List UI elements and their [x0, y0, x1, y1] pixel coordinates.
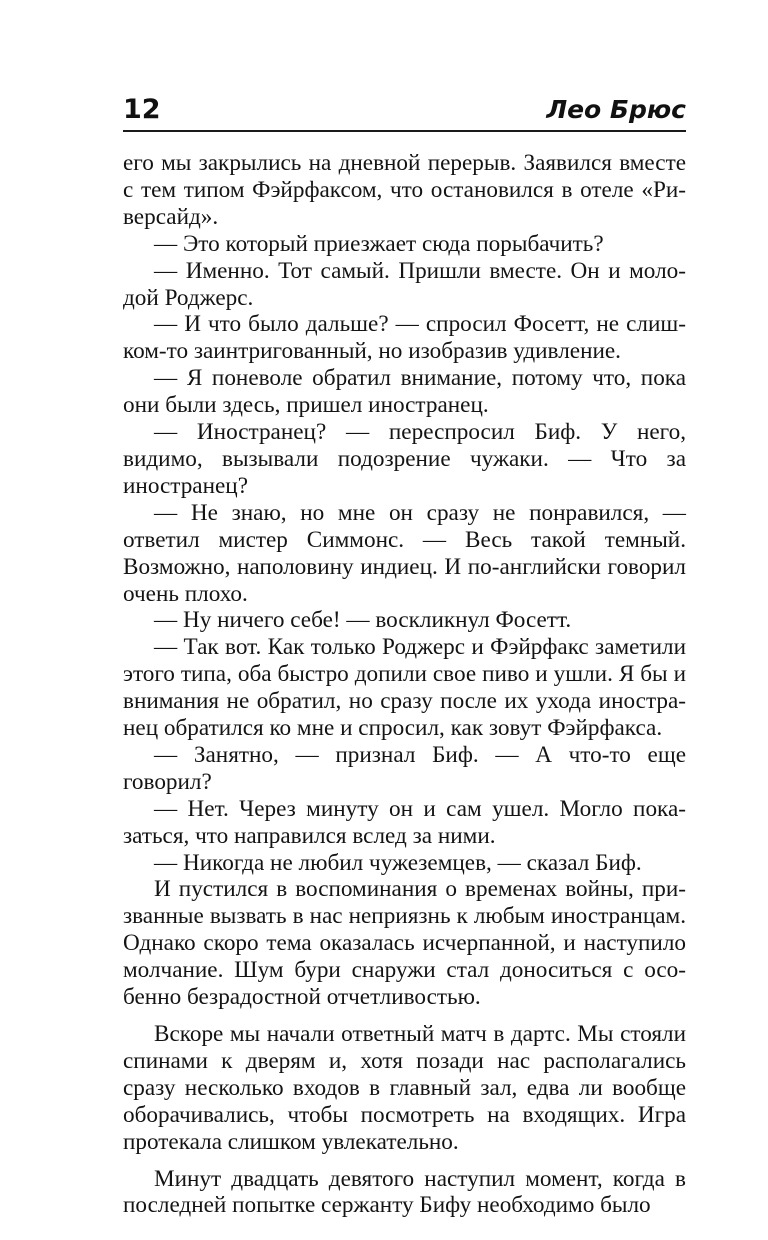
- page-header: [123, 92, 686, 128]
- paragraph: — Так вот. Как только Роджерс и Фэйрфакс заметили этого типа, оба быстро допили свое пиво и ушли. Я бы и внимания не обратил, но сразу после их ухода иностранец обратился ко мне и спросил, как зовут Фэйрфакса.: [123, 634, 686, 742]
- paragraph: — Никогда не любил чужеземцев, — сказал Биф.: [154, 849, 642, 876]
- paragraph: — Я поневоле обратил внимание, потому что, пока они были здесь, пришел иностранец.: [123, 365, 686, 419]
- running-head-author: Лео Брюс: [546, 95, 686, 124]
- paragraph: — Именно. Тот самый. Пришли вместе. Он и молодой Роджерс.: [123, 257, 686, 311]
- paragraph: И пустился в воспоминания о временах войны, призванные вызвать в нас неприязнь к любым иностранцам. Однако скоро тема оказалась исчерпанной, и наступило молчание. Шум бури снаружи стал доноситься с особенно безрадостной отчетливостью.: [123, 876, 686, 1011]
- paragraph: — Нет. Через минуту он и сам ушел. Могло показаться, что направился вслед за ними.: [123, 795, 686, 849]
- paragraph: — Иностранец? — переспросил Биф. У него, видимо, вызывали подозрение чужаки. — Что за иностранец?: [123, 419, 686, 499]
- page-number: 12: [123, 94, 161, 125]
- header-divider: [123, 130, 686, 132]
- paragraph: его мы закрылись на дневной перерыв. Заявился вместе с тем типом Фэйрфаксом, что остановился в отеле «Риверсайд».: [123, 150, 686, 230]
- paragraph: — Не знаю, но мне он сразу не понравился, — ответил мистер Симмонс. — Весь такой темный. Возможно, наполовину индиец. И по-английски говорил очень плохо.: [123, 499, 686, 607]
- paragraph: Вскоре мы начали ответный матч в дартс. Мы стояли спинами к дверям и, хотя позади нас располагались сразу несколько входов в главный зал, едва ли вообще оборачивались, чтобы посмотреть на входящих. Игра протекала слишком увлекательно.: [123, 1021, 686, 1155]
- body-text: [123, 150, 686, 1219]
- paragraph: — Это который приезжает сюда порыбачить?: [154, 230, 604, 257]
- paragraph: — И что было дальше? — спросил Фосетт, не слишком-то заинтригованный, но изобразив удивление.: [123, 311, 686, 365]
- paragraph: — Занятно, — признал Биф. — А что-то еще говорил?: [123, 741, 686, 795]
- paragraph: Минут двадцать девятого наступил момент, когда в последней попытке сержанту Бифу необходимо было: [123, 1165, 686, 1219]
- paragraph: — Ну ничего себе! — воскликнул Фосетт.: [154, 607, 572, 634]
